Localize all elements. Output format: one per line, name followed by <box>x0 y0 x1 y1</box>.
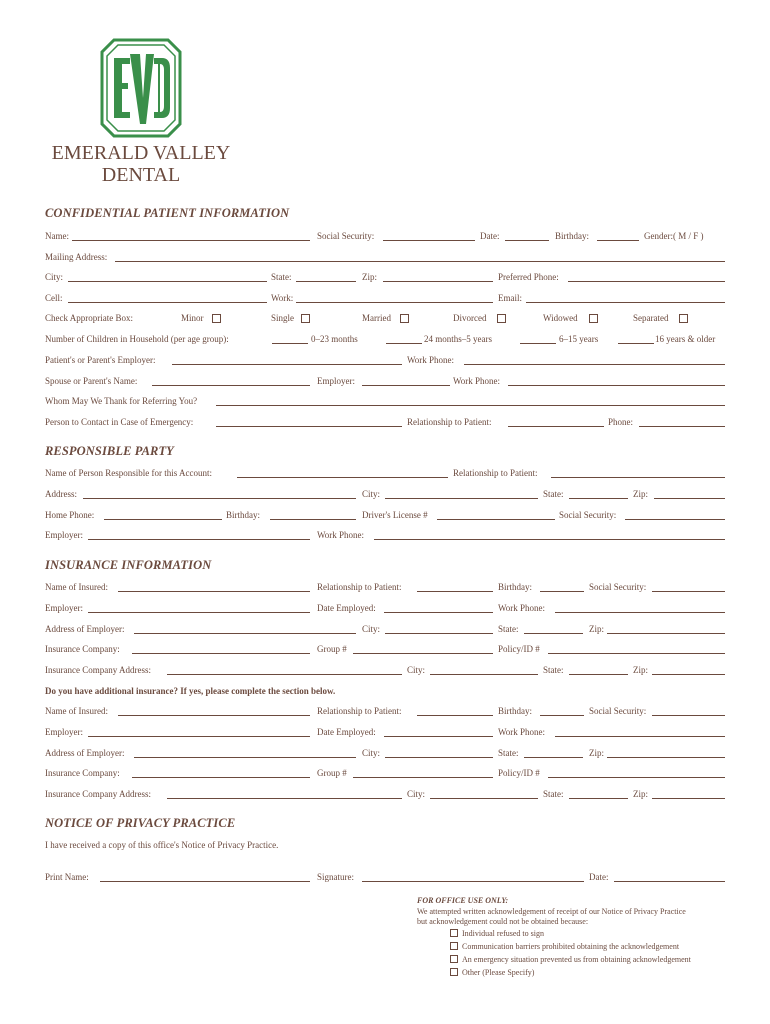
label-date: Date: <box>480 231 500 241</box>
label-resp-work-phone: Work Phone: <box>317 530 365 540</box>
checkbox-divorced[interactable] <box>497 314 506 323</box>
field-ins2-group[interactable] <box>353 777 493 778</box>
field-ins2-ssn[interactable] <box>652 715 725 716</box>
field-ins2-work-phone[interactable] <box>555 736 725 737</box>
field-children-6-15[interactable] <box>520 343 556 344</box>
additional-insurance-note: Do you have additional insurance? If yes, please complete the section below. <box>45 686 336 696</box>
label-ins-city: City: <box>362 624 381 634</box>
field-employer[interactable] <box>172 364 402 365</box>
section-title-privacy: NOTICE OF PRIVACY PRACTICE <box>45 816 236 830</box>
label-check-box: Check Appropriate Box: <box>45 313 133 323</box>
label-spouse-employer: Employer: <box>317 376 355 386</box>
label-ins-insured: Name of Insured: <box>45 582 108 592</box>
field-ins-policy[interactable] <box>548 653 725 654</box>
label-spouse-work-phone: Work Phone: <box>453 376 501 386</box>
label-cell: Cell: <box>45 293 63 303</box>
label-children: Number of Children in Household (per age group): <box>45 334 229 344</box>
label-ins2-zip: Zip: <box>589 748 604 758</box>
field-ins2-policy[interactable] <box>548 777 725 778</box>
field-mailing[interactable] <box>115 261 725 262</box>
field-resp-name[interactable] <box>237 477 448 478</box>
checkbox-office-barriers[interactable] <box>450 942 458 950</box>
field-ins2-company-zip[interactable] <box>652 798 725 799</box>
label-pref-phone: Preferred Phone: <box>498 272 559 282</box>
label-city: City: <box>45 272 64 282</box>
label-mailing: Mailing Address: <box>45 252 108 262</box>
label-ins2-employer: Employer: <box>45 727 83 737</box>
field-work[interactable] <box>296 302 493 303</box>
evd-logo <box>100 38 182 138</box>
label-ins2-birthday: Birthday: <box>498 706 532 716</box>
field-ins2-company-city[interactable] <box>430 798 538 799</box>
field-children-24m-5[interactable] <box>386 343 422 344</box>
field-ins2-employer-address[interactable] <box>134 757 356 758</box>
field-resp-relationship[interactable] <box>551 477 725 478</box>
office-option-emergency: An emergency situation prevented us from obtaining acknowledgement <box>462 955 691 964</box>
label-ins-employer: Employer: <box>45 603 83 613</box>
label-ins2-company-city: City: <box>407 789 426 799</box>
brand-line-1: EMERALD VALLEY <box>51 142 231 164</box>
label-ins-employer-address: Address of Employer: <box>45 624 125 634</box>
label-zip: Zip: <box>362 272 377 282</box>
label-ins2-insured: Name of Insured: <box>45 706 108 716</box>
field-resp-ssn[interactable] <box>625 519 725 520</box>
field-referral[interactable] <box>216 405 725 406</box>
office-option-refused: Individual refused to sign <box>462 929 544 938</box>
field-ins-company-state[interactable] <box>569 674 628 675</box>
section-title-insurance: INSURANCE INFORMATION <box>45 558 212 572</box>
checkbox-office-refused[interactable] <box>450 929 458 937</box>
label-ins-company-zip: Zip: <box>633 665 648 675</box>
field-ins2-birthday[interactable] <box>540 715 584 716</box>
label-ssn: Social Security: <box>317 231 375 241</box>
office-text-2: but acknowledgement could not be obtained because: <box>417 917 589 926</box>
field-state[interactable] <box>296 281 356 282</box>
label-privacy-date: Date: <box>589 872 609 882</box>
field-zip[interactable] <box>383 281 493 282</box>
field-ins-birthday[interactable] <box>540 591 584 592</box>
label-ins-company-address: Insurance Company Address: <box>45 665 151 675</box>
checkbox-married[interactable] <box>400 314 409 323</box>
label-ins-work-phone: Work Phone: <box>498 603 546 613</box>
label-spouse: Spouse or Parent's Name: <box>45 376 138 386</box>
checkbox-single[interactable] <box>301 314 310 323</box>
field-resp-home-phone[interactable] <box>104 519 222 520</box>
label-state: State: <box>271 272 292 282</box>
field-ins-insured[interactable] <box>118 591 310 592</box>
checkbox-widowed[interactable] <box>589 314 598 323</box>
field-ins2-date-employed[interactable] <box>384 736 493 737</box>
field-email[interactable] <box>526 302 725 303</box>
label-status-separated: Separated <box>633 313 669 323</box>
label-age-6-15: 6–15 years <box>559 334 599 344</box>
field-birthday[interactable] <box>597 240 639 241</box>
field-ins-employer-address[interactable] <box>134 633 356 634</box>
label-ins2-city: City: <box>362 748 381 758</box>
checkbox-office-emergency[interactable] <box>450 955 458 963</box>
label-status-married: Married <box>362 313 391 323</box>
field-ins-company-city[interactable] <box>430 674 538 675</box>
label-relationship: Relationship to Patient: <box>407 417 492 427</box>
label-resp-relationship: Relationship to Patient: <box>453 468 538 478</box>
brand-line-2: DENTAL <box>101 164 181 186</box>
field-ssn[interactable] <box>383 240 475 241</box>
field-resp-city[interactable] <box>385 498 538 499</box>
label-ins2-work-phone: Work Phone: <box>498 727 546 737</box>
label-signature: Signature: <box>317 872 354 882</box>
field-spouse-employer[interactable] <box>362 385 450 386</box>
label-ins2-company-state: State: <box>543 789 564 799</box>
field-spouse[interactable] <box>152 385 310 386</box>
field-ins-company[interactable] <box>132 653 310 654</box>
label-ins-date-employed: Date Employed: <box>317 603 376 613</box>
field-ins-relationship[interactable] <box>417 591 493 592</box>
field-ins2-employer[interactable] <box>88 736 310 737</box>
field-ins2-insured[interactable] <box>118 715 310 716</box>
field-children-0-23[interactable] <box>272 343 308 344</box>
label-emergency: Person to Contact in Case of Emergency: <box>45 417 194 427</box>
office-use-heading: FOR OFFICE USE ONLY: <box>417 896 509 905</box>
field-work-phone[interactable] <box>464 364 725 365</box>
label-ins2-state: State: <box>498 748 519 758</box>
label-phone: Phone: <box>608 417 634 427</box>
field-resp-work-phone[interactable] <box>374 539 725 540</box>
label-resp-employer: Employer: <box>45 530 83 540</box>
label-ins-state: State: <box>498 624 519 634</box>
field-city[interactable] <box>68 281 267 282</box>
office-option-barriers: Communication barriers prohibited obtaining the acknowledgement <box>462 942 680 951</box>
field-ins2-relationship[interactable] <box>417 715 493 716</box>
label-ins2-employer-address: Address of Employer: <box>45 748 125 758</box>
label-resp-birthday: Birthday: <box>226 510 260 520</box>
field-ins2-company[interactable] <box>132 777 310 778</box>
label-resp-name: Name of Person Responsible for this Account: <box>45 468 212 478</box>
field-ins2-city[interactable] <box>385 757 493 758</box>
label-ins2-company: Insurance Company: <box>45 768 120 778</box>
field-signature[interactable] <box>362 881 584 882</box>
label-resp-license: Driver's License # <box>362 510 428 520</box>
label-ins-ssn: Social Security: <box>589 582 647 592</box>
field-ins-group[interactable] <box>353 653 493 654</box>
label-ins2-date-employed: Date Employed: <box>317 727 376 737</box>
label-ins-relationship: Relationship to Patient: <box>317 582 402 592</box>
field-resp-zip[interactable] <box>654 498 725 499</box>
label-ins-company: Insurance Company: <box>45 644 120 654</box>
field-resp-license[interactable] <box>437 519 555 520</box>
label-ins-birthday: Birthday: <box>498 582 532 592</box>
field-ins-company-address[interactable] <box>167 674 402 675</box>
field-ins-employer[interactable] <box>88 612 310 613</box>
field-ins2-company-address[interactable] <box>167 798 402 799</box>
label-work: Work: <box>271 293 294 303</box>
label-ins-company-state: State: <box>543 665 564 675</box>
label-status-divorced: Divorced <box>453 313 487 323</box>
label-birthday: Birthday: <box>555 231 589 241</box>
field-ins-ssn[interactable] <box>652 591 725 592</box>
field-ins-company-zip[interactable] <box>652 674 725 675</box>
field-ins-state[interactable] <box>524 633 583 634</box>
label-ins-policy: Policy/ID # <box>498 644 540 654</box>
field-ins2-state[interactable] <box>524 757 583 758</box>
field-resp-state[interactable] <box>569 498 628 499</box>
checkbox-separated[interactable] <box>679 314 688 323</box>
field-spouse-work-phone[interactable] <box>508 385 725 386</box>
field-ins-zip[interactable] <box>607 633 725 634</box>
field-resp-birthday[interactable] <box>270 519 356 520</box>
label-print-name: Print Name: <box>45 872 89 882</box>
label-resp-state: State: <box>543 489 564 499</box>
label-referral: Whom May We Thank for Referring You? <box>45 396 198 406</box>
office-option-other: Other (Please Specify) <box>462 968 535 977</box>
field-print-name[interactable] <box>100 881 310 882</box>
label-status-single: Single <box>271 313 295 323</box>
label-resp-address: Address: <box>45 489 77 499</box>
section-title-patient: CONFIDENTIAL PATIENT INFORMATION <box>45 206 290 220</box>
section-title-responsible: RESPONSIBLE PARTY <box>45 444 174 458</box>
label-age-0-23: 0–23 months <box>311 334 358 344</box>
label-status-widowed: Widowed <box>543 313 578 323</box>
field-ins-work-phone[interactable] <box>555 612 725 613</box>
field-resp-address[interactable] <box>83 498 356 499</box>
brand-name <box>44 142 238 186</box>
label-ins2-company-zip: Zip: <box>633 789 648 799</box>
field-emergency[interactable] <box>216 426 402 427</box>
field-ins-city[interactable] <box>385 633 493 634</box>
label-email: Email: <box>498 293 522 303</box>
label-gender: Gender:( M / F ) <box>644 231 704 241</box>
label-ins2-company-address: Insurance Company Address: <box>45 789 151 799</box>
field-relationship[interactable] <box>508 426 604 427</box>
label-ins2-group: Group # <box>317 768 347 778</box>
checkbox-minor[interactable] <box>212 314 221 323</box>
label-resp-home-phone: Home Phone: <box>45 510 95 520</box>
label-ins2-relationship: Relationship to Patient: <box>317 706 402 716</box>
field-date[interactable] <box>505 240 549 241</box>
label-ins2-ssn: Social Security: <box>589 706 647 716</box>
field-ins2-company-state[interactable] <box>569 798 628 799</box>
label-ins-zip: Zip: <box>589 624 604 634</box>
field-ins-date-employed[interactable] <box>384 612 493 613</box>
label-name: Name: <box>45 231 69 241</box>
field-ins2-zip[interactable] <box>607 757 725 758</box>
label-resp-zip: Zip: <box>633 489 648 499</box>
privacy-received-text: I have received a copy of this office's Notice of Privacy Practice. <box>45 840 279 850</box>
field-name[interactable] <box>72 240 310 241</box>
field-privacy-date[interactable] <box>614 881 725 882</box>
field-resp-employer[interactable] <box>88 539 310 540</box>
label-employer: Patient's or Parent's Employer: <box>45 355 156 365</box>
checkbox-office-other[interactable] <box>450 968 458 976</box>
field-phone[interactable] <box>639 426 725 427</box>
field-cell[interactable] <box>68 302 267 303</box>
label-work-phone: Work Phone: <box>407 355 455 365</box>
label-ins-group: Group # <box>317 644 347 654</box>
label-status-minor: Minor <box>181 313 204 323</box>
field-children-16[interactable] <box>618 343 654 344</box>
label-age-16: 16 years & older <box>655 334 716 344</box>
label-age-24m-5: 24 months–5 years <box>424 334 492 344</box>
label-resp-ssn: Social Security: <box>559 510 617 520</box>
label-ins-company-city: City: <box>407 665 426 675</box>
label-resp-city: City: <box>362 489 381 499</box>
office-text-1: We attempted written acknowledgement of receipt of our Notice of Privacy Practice <box>417 907 686 916</box>
label-ins2-policy: Policy/ID # <box>498 768 540 778</box>
field-pref-phone[interactable] <box>568 281 725 282</box>
